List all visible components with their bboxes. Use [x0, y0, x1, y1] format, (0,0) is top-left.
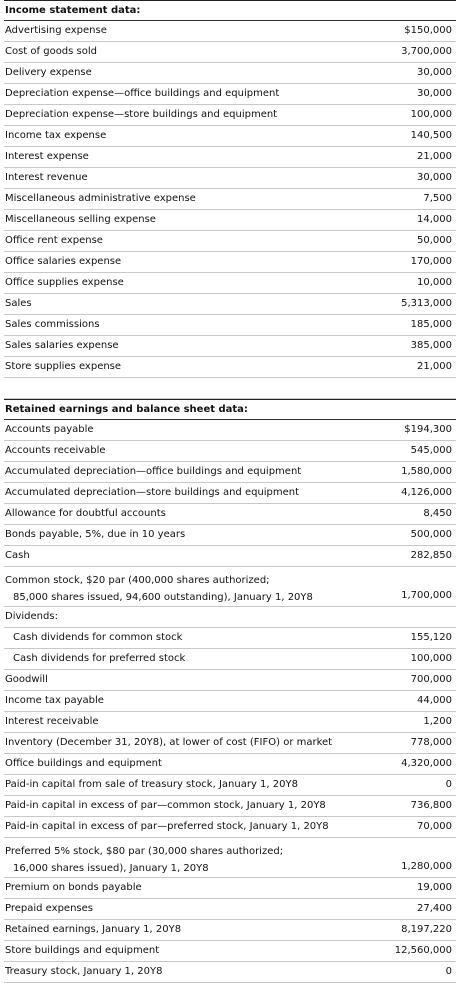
- row-label: Premium on bonds payable: [5, 882, 142, 893]
- row-value: 282,850: [410, 550, 452, 561]
- row-label: Accumulated depreciation—store buildings and equipment: [5, 487, 300, 498]
- row-label: Income tax payable: [5, 695, 104, 706]
- row-label: Office rent expense: [5, 235, 103, 246]
- row-value: 1,700,000: [401, 590, 452, 601]
- row-value: 7,500: [423, 193, 452, 204]
- table-row: [4, 733, 456, 754]
- dividends-rows: [4, 628, 456, 670]
- table-row: [4, 336, 456, 357]
- row-label: Sales: [5, 298, 32, 309]
- table-row: [4, 126, 456, 147]
- table-row: [4, 315, 456, 336]
- table-row-common-stock: [4, 567, 456, 607]
- row-value: 10,000: [417, 277, 452, 288]
- row-value: 14,000: [417, 214, 452, 225]
- row-label-line2: 85,000 shares issued, 94,600 outstanding), January 1, 20Y8: [13, 592, 313, 603]
- row-value: 70,000: [417, 821, 452, 832]
- table-row-dividends-header: [4, 607, 456, 628]
- table-row: [4, 649, 456, 670]
- row-value: 385,000: [410, 340, 452, 351]
- row-value: 4,320,000: [401, 758, 452, 769]
- row-label: Interest revenue: [5, 172, 88, 183]
- row-value: 1,580,000: [401, 466, 452, 477]
- table-row: [4, 483, 456, 504]
- row-label: Office salaries expense: [5, 256, 122, 267]
- row-label: Depreciation expense—office buildings and equipment: [5, 88, 280, 99]
- table-row: [4, 168, 456, 189]
- table-row: [4, 462, 456, 483]
- table-row: [4, 273, 456, 294]
- table-row: [4, 670, 456, 691]
- row-label: Miscellaneous selling expense: [5, 214, 156, 225]
- row-label: [5, 843, 283, 877]
- row-label: Allowance for doubtful accounts: [5, 508, 166, 519]
- table-row: [4, 546, 456, 567]
- table-row: [4, 420, 456, 441]
- table-row: [4, 817, 456, 838]
- table-row: [4, 294, 456, 315]
- balance-rows-a: [4, 420, 456, 567]
- row-label: Office buildings and equipment: [5, 758, 162, 769]
- row-label: Delivery expense: [5, 67, 92, 78]
- row-label: Bonds payable, 5%, due in 10 years: [5, 529, 186, 540]
- table-row: [4, 796, 456, 817]
- table-row: [4, 63, 456, 84]
- row-value: 0: [445, 779, 452, 790]
- table-row: [4, 525, 456, 546]
- balance-sheet-section: [4, 399, 456, 983]
- row-value: 3,700,000: [401, 46, 452, 57]
- row-value: 140,500: [410, 130, 452, 141]
- row-label: Cash: [5, 550, 30, 561]
- row-value: 155,120: [410, 632, 452, 643]
- table-row: [4, 878, 456, 899]
- table-row-preferred-stock: [4, 838, 456, 878]
- row-label: Prepaid expenses: [5, 903, 93, 914]
- row-label: Store buildings and equipment: [5, 945, 160, 956]
- row-value: 50,000: [417, 235, 452, 246]
- row-value: 736,800: [410, 800, 452, 811]
- row-value: 1,280,000: [401, 861, 452, 872]
- row-label: Inventory (December 31, 20Y8), at lower of cost (FIFO) or market: [5, 737, 333, 748]
- table-row: [4, 357, 456, 378]
- table-row: [4, 962, 456, 983]
- table-row: [4, 504, 456, 525]
- row-label: Dividends:: [5, 611, 58, 622]
- row-value: 545,000: [410, 445, 452, 456]
- row-label: Store supplies expense: [5, 361, 122, 372]
- row-label: Sales salaries expense: [5, 340, 119, 351]
- row-label-line1: Preferred 5% stock, $80 par (30,000 shares authorized;: [5, 846, 284, 857]
- table-row: [4, 231, 456, 252]
- row-value: $194,300: [404, 424, 452, 435]
- row-label: Accounts receivable: [5, 445, 106, 456]
- row-value: 30,000: [417, 172, 452, 183]
- row-value: 27,400: [417, 903, 452, 914]
- row-value: 30,000: [417, 88, 452, 99]
- row-value: 19,000: [417, 882, 452, 893]
- table-row: [4, 189, 456, 210]
- row-value: 30,000: [417, 67, 452, 78]
- row-value: 8,450: [423, 508, 452, 519]
- table-row: [4, 920, 456, 941]
- table-row: [4, 252, 456, 273]
- income-statement-section: [4, 0, 456, 378]
- row-label: Depreciation expense—store buildings and equipment: [5, 109, 278, 120]
- row-value: 0: [445, 966, 452, 977]
- row-label: Miscellaneous administrative expense: [5, 193, 196, 204]
- table-row: [4, 147, 456, 168]
- income-statement-title: Income statement data:: [4, 1, 456, 21]
- row-label: [5, 572, 313, 606]
- row-label: Sales commissions: [5, 319, 100, 330]
- row-label-line1: Common stock, $20 par (400,000 shares authorized;: [5, 575, 270, 586]
- row-label: Treasury stock, January 1, 20Y8: [5, 966, 163, 977]
- table-row: [4, 775, 456, 796]
- row-label: Interest receivable: [5, 716, 99, 727]
- table-row: [4, 105, 456, 126]
- balance-rows-c: [4, 878, 456, 983]
- row-label: Office supplies expense: [5, 277, 124, 288]
- row-label: Advertising expense: [5, 25, 107, 36]
- row-value: 170,000: [410, 256, 452, 267]
- table-row: [4, 691, 456, 712]
- row-value: 4,126,000: [401, 487, 452, 498]
- row-value: 12,560,000: [394, 945, 452, 956]
- row-label: Income tax expense: [5, 130, 107, 141]
- balance-sheet-title: Retained earnings and balance sheet data:: [4, 400, 456, 420]
- section-gap: [4, 378, 456, 399]
- row-value: 100,000: [410, 109, 452, 120]
- table-row: [4, 899, 456, 920]
- row-label: Accounts payable: [5, 424, 94, 435]
- row-value: 700,000: [410, 674, 452, 685]
- table-row: [4, 441, 456, 462]
- row-value: 21,000: [417, 361, 452, 372]
- table-row: [4, 628, 456, 649]
- table-row: [4, 21, 456, 42]
- row-value: 44,000: [417, 695, 452, 706]
- row-value: 21,000: [417, 151, 452, 162]
- table-row: [4, 941, 456, 962]
- row-label: Paid-in capital in excess of par—common stock, January 1, 20Y8: [5, 800, 326, 811]
- table-row: [4, 754, 456, 775]
- row-value: 100,000: [410, 653, 452, 664]
- row-value: 1,200: [423, 716, 452, 727]
- income-statement-rows: [4, 21, 456, 378]
- row-value: 500,000: [410, 529, 452, 540]
- row-label: Paid-in capital in excess of par—preferred stock, January 1, 20Y8: [5, 821, 329, 832]
- row-value: 5,313,000: [401, 298, 452, 309]
- row-label: Retained earnings, January 1, 20Y8: [5, 924, 182, 935]
- table-row: [4, 42, 456, 63]
- row-label: Cost of goods sold: [5, 46, 98, 57]
- row-label: Accumulated depreciation—office buildings and equipment: [5, 466, 302, 477]
- row-label-line2: 16,000 shares issued), January 1, 20Y8: [13, 863, 209, 874]
- row-label: Goodwill: [5, 674, 48, 685]
- row-label: Cash dividends for preferred stock: [13, 653, 186, 664]
- balance-rows-b: [4, 670, 456, 838]
- table-row: [4, 210, 456, 231]
- row-label: Interest expense: [5, 151, 89, 162]
- table-row: [4, 84, 456, 105]
- table-row: [4, 712, 456, 733]
- row-value: $150,000: [404, 25, 452, 36]
- row-label: Paid-in capital from sale of treasury stock, January 1, 20Y8: [5, 779, 298, 790]
- row-value: 778,000: [410, 737, 452, 748]
- row-value: 185,000: [410, 319, 452, 330]
- row-label: Cash dividends for common stock: [13, 632, 183, 643]
- row-value: 8,197,220: [401, 924, 452, 935]
